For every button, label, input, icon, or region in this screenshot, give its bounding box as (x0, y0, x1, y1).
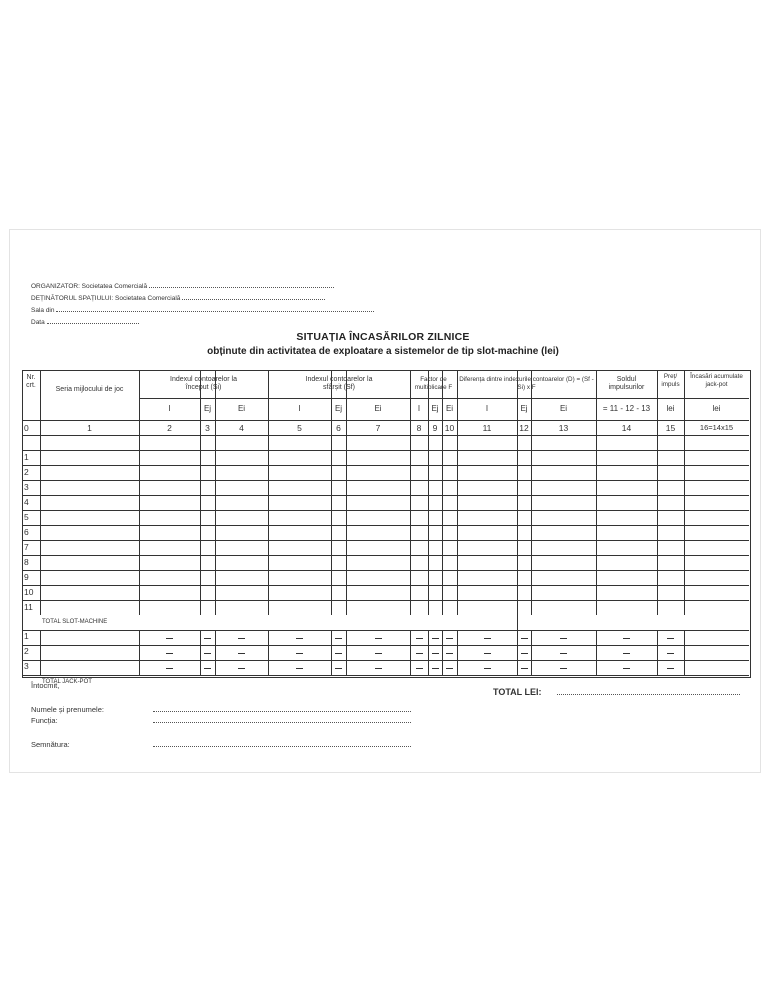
row-line (22, 480, 749, 481)
pret-header: Preț/ impuls (661, 373, 680, 388)
total-slot-line (22, 630, 749, 631)
subheader-cell: lei (712, 404, 721, 413)
function-field[interactable] (153, 722, 411, 723)
factor-header: Factor de multiplicare F (414, 376, 453, 391)
subheader-cell: I (168, 404, 171, 413)
total-lei-field[interactable] (557, 694, 740, 695)
column-line (457, 630, 458, 675)
slot-row-number: 8 (24, 557, 29, 567)
index-cell: 3 (205, 423, 210, 433)
idx-start-header: Indexul contoarelor la început (Si) (170, 376, 237, 391)
dash-mark (484, 638, 491, 639)
page-subtitle: obținute din activitatea de exploatare a sistemelor de tip slot-machine (lei) (207, 346, 559, 357)
dash-mark (623, 653, 630, 654)
row-line (22, 645, 749, 646)
column-line (40, 630, 41, 675)
dash-mark (560, 638, 567, 639)
index-cell: 14 (621, 423, 632, 433)
dash-mark (375, 668, 382, 669)
index-cell: 7 (375, 423, 381, 433)
dash-mark (521, 668, 528, 669)
index-cell: 16=14x15 (699, 423, 734, 432)
total-slot-label: TOTAL SLOT-MACHINE (42, 619, 108, 625)
holder-dots[interactable] (182, 293, 325, 300)
subheader-line (139, 398, 657, 399)
dash-mark (204, 668, 211, 669)
column-line (40, 370, 41, 615)
page-title: SITUAȚIA ÎNCASĂRILOR ZILNICE (296, 331, 470, 343)
dash-mark (375, 653, 382, 654)
dash-mark (238, 653, 245, 654)
dash-mark (296, 668, 303, 669)
dash-mark (560, 653, 567, 654)
column-line (200, 630, 201, 675)
slot-row-number: 2 (24, 467, 29, 477)
date-label: Data (31, 319, 45, 326)
column-line (517, 370, 518, 676)
name-label: Numele și prenumele: (31, 705, 104, 714)
index-cell: 13 (558, 423, 569, 433)
subheader-cell: Ej (334, 404, 343, 413)
index-cell: 12 (519, 423, 529, 433)
dash-mark (667, 638, 674, 639)
subheader-cell: Ei (237, 404, 246, 413)
dash-mark (375, 638, 382, 639)
column-line (517, 615, 518, 630)
index-cell: 15 (665, 423, 676, 433)
dash-mark (204, 638, 211, 639)
header-bottom-line (22, 420, 749, 421)
column-line (331, 630, 332, 675)
dash-mark (166, 653, 173, 654)
function-label: Funcția: (31, 716, 58, 725)
jackpot-row-number: 2 (24, 646, 29, 656)
dash-mark (432, 668, 439, 669)
slot-row-number: 9 (24, 572, 29, 582)
row-line (22, 675, 749, 676)
nr-header: Nr. crt. (26, 374, 36, 389)
dash-mark (432, 653, 439, 654)
slot-row-number: 4 (24, 497, 29, 507)
dash-mark (446, 638, 453, 639)
incasari-header: Încasări acumulate jack-pot (690, 373, 743, 388)
row-line (22, 555, 749, 556)
index-cell: 6 (336, 423, 341, 433)
column-line (139, 630, 140, 675)
idx-end-header: Indexul contoarelor la sfârșit (Sf) (305, 376, 373, 391)
slot-row-number: 3 (24, 482, 29, 492)
slot-row-number: 10 (24, 587, 34, 597)
slot-row-number: 7 (24, 542, 29, 552)
dash-mark (560, 668, 567, 669)
holder-label: DEȚINĂTORUL SPAȚIULUI: Societatea Comercială (31, 295, 181, 302)
row-line (22, 540, 749, 541)
dash-mark (484, 653, 491, 654)
dash-mark (238, 668, 245, 669)
column-line (410, 630, 411, 675)
subheader-cell: Ej (203, 404, 212, 413)
dash-mark (667, 668, 674, 669)
organizer-label: ORGANIZATOR: Societatea Comercială (31, 283, 148, 290)
subheader-cell: Ei (559, 404, 568, 413)
row-line (22, 510, 749, 511)
dash-mark (623, 638, 630, 639)
column-line (657, 630, 658, 675)
subheader-cell: Ei (445, 404, 454, 413)
signature-field[interactable] (153, 746, 411, 747)
subheader-cell: lei (666, 404, 675, 413)
dash-mark (623, 668, 630, 669)
dash-mark (521, 638, 528, 639)
row-line (22, 585, 749, 586)
dash-mark (335, 668, 342, 669)
dash-mark (446, 653, 453, 654)
name-field[interactable] (153, 711, 411, 712)
dash-mark (416, 668, 423, 669)
index-row-line (22, 435, 749, 436)
dash-mark (521, 653, 528, 654)
room-dots[interactable] (56, 305, 374, 312)
dash-mark (296, 638, 303, 639)
dash-mark (166, 668, 173, 669)
row-line (22, 660, 749, 661)
dash-mark (335, 653, 342, 654)
organizer-dots[interactable] (149, 281, 334, 288)
diff-header: Diferența dintre indexurile contoarelor (D) = (Sf - Si) x F (459, 376, 594, 391)
room-label: Sala din (31, 307, 55, 314)
column-line (346, 630, 347, 675)
row-line (22, 495, 749, 496)
income-table (22, 370, 751, 678)
date-dots[interactable] (47, 317, 139, 324)
dash-mark (238, 638, 245, 639)
total-jackpot-label: TOTAL JACK-POT (42, 679, 92, 685)
subheader-cell: I (485, 404, 489, 413)
row-line (22, 525, 749, 526)
organizer-line (31, 281, 334, 290)
index-cell: 0 (24, 423, 29, 433)
slot-row-number: 1 (24, 452, 29, 462)
slot-row-number: 5 (24, 512, 29, 522)
index-cell: 11 (482, 423, 492, 433)
total-lei-label: TOTAL LEI: (493, 687, 542, 697)
date-line (31, 317, 139, 326)
index-cell: 9 (432, 423, 438, 433)
subheader-cell: Ej (520, 404, 528, 413)
index-cell: 2 (167, 423, 172, 433)
column-line (215, 630, 216, 675)
subheader-cell: = 11 - 12 - 13 (602, 404, 651, 413)
dash-mark (416, 653, 423, 654)
index-cell: 1 (87, 423, 92, 433)
jackpot-row-number: 1 (24, 631, 29, 641)
dash-mark (667, 653, 674, 654)
dash-mark (335, 638, 342, 639)
subheader-cell: I (417, 404, 421, 413)
dash-mark (484, 668, 491, 669)
row-line (22, 465, 749, 466)
column-line (596, 630, 597, 675)
slot-row-number: 11 (24, 602, 33, 612)
dash-mark (432, 638, 439, 639)
dash-mark (204, 653, 211, 654)
row-line (22, 600, 749, 601)
drafted-label: Întocmit, (31, 681, 60, 690)
subheader-line (657, 398, 684, 399)
index-cell: 8 (416, 423, 422, 433)
column-line (428, 630, 429, 675)
column-line (442, 630, 443, 675)
dash-mark (166, 638, 173, 639)
holder-line (31, 293, 325, 302)
row-line (22, 570, 749, 571)
subheader-cell: I (298, 404, 301, 413)
column-line (684, 630, 685, 675)
signature-label: Semnătura: (31, 740, 70, 749)
jackpot-row-number: 3 (24, 661, 29, 671)
column-line (268, 630, 269, 675)
index-cell: 5 (297, 423, 302, 433)
column-line (531, 630, 532, 675)
subheader-line (684, 398, 749, 399)
dash-mark (446, 668, 453, 669)
sold-header: Soldul impulsurilor (608, 376, 645, 391)
subheader-cell: Ej (431, 404, 439, 413)
room-line (31, 305, 374, 314)
subheader-cell: Ei (374, 404, 382, 413)
dash-mark (296, 653, 303, 654)
row-line (22, 450, 749, 451)
serie-header: Seria mijlocului de joc (55, 386, 124, 393)
dash-mark (416, 638, 423, 639)
index-cell: 4 (239, 423, 244, 433)
slot-row-number: 6 (24, 527, 29, 537)
index-cell: 10 (444, 423, 455, 433)
